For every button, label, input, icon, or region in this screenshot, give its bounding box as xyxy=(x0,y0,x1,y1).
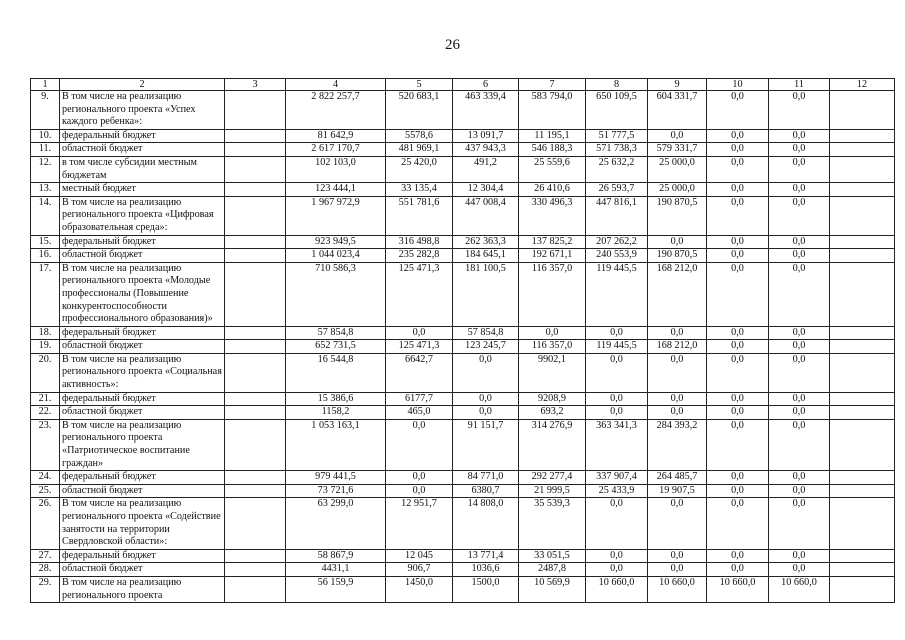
value-cell: 0,0 xyxy=(769,563,830,577)
row-number-cell: 22. xyxy=(31,406,60,420)
row-label-cell: В том числе на реализацию регионального проекта «Молодые профессионалы (Повышение конкурентоспособности профессионального образования)» xyxy=(60,262,225,326)
value-cell: 0,0 xyxy=(769,91,830,130)
table-row xyxy=(31,326,895,340)
value-cell: 0,0 xyxy=(648,392,707,406)
value-cell: 481 969,1 xyxy=(386,143,453,157)
value-cell xyxy=(830,406,895,420)
value-cell: 546 188,3 xyxy=(519,143,586,157)
row-number-cell: 18. xyxy=(31,326,60,340)
row-number-cell: 23. xyxy=(31,419,60,470)
row-label-cell: В том числе на реализацию регионального проекта xyxy=(60,576,225,602)
row-number-cell: 16. xyxy=(31,249,60,263)
value-cell: 57 854,8 xyxy=(286,326,386,340)
value-cell: 207 262,2 xyxy=(586,235,648,249)
value-cell xyxy=(225,471,286,485)
value-cell: 330 496,3 xyxy=(519,196,586,235)
row-number-cell: 21. xyxy=(31,392,60,406)
value-cell: 25 000,0 xyxy=(648,156,707,182)
table-row xyxy=(31,353,895,392)
value-cell: 4431,1 xyxy=(286,563,386,577)
value-cell: 15 386,6 xyxy=(286,392,386,406)
value-cell: 0,0 xyxy=(707,563,769,577)
header-cell: 7 xyxy=(519,79,586,91)
row-label-cell: федеральный бюджет xyxy=(60,235,225,249)
row-label-cell: В том числе на реализацию регионального проекта «Содействие занятости на территории Свердловской области»: xyxy=(60,498,225,549)
value-cell: 56 159,9 xyxy=(286,576,386,602)
table-row xyxy=(31,196,895,235)
value-cell: 0,0 xyxy=(386,419,453,470)
value-cell: 0,0 xyxy=(769,498,830,549)
value-cell: 0,0 xyxy=(769,129,830,143)
value-cell: 116 357,0 xyxy=(519,262,586,326)
row-label-cell: федеральный бюджет xyxy=(60,392,225,406)
value-cell: 0,0 xyxy=(707,183,769,197)
value-cell: 447 008,4 xyxy=(453,196,519,235)
row-number-cell: 26. xyxy=(31,498,60,549)
value-cell: 0,0 xyxy=(769,419,830,470)
value-cell: 10 660,0 xyxy=(707,576,769,602)
table-row xyxy=(31,576,895,602)
row-number-cell: 19. xyxy=(31,340,60,354)
row-number-cell: 28. xyxy=(31,563,60,577)
value-cell: 102 103,0 xyxy=(286,156,386,182)
value-cell: 337 907,4 xyxy=(586,471,648,485)
table-row xyxy=(31,143,895,157)
value-cell: 12 304,4 xyxy=(453,183,519,197)
value-cell: 1 053 163,1 xyxy=(286,419,386,470)
value-cell: 13 771,4 xyxy=(453,549,519,563)
row-label-cell: в том числе субсидии местным бюджетам xyxy=(60,156,225,182)
row-label-cell: областной бюджет xyxy=(60,143,225,157)
value-cell: 0,0 xyxy=(707,249,769,263)
value-cell: 520 683,1 xyxy=(386,91,453,130)
value-cell: 0,0 xyxy=(648,549,707,563)
value-cell: 5578,6 xyxy=(386,129,453,143)
value-cell: 571 738,3 xyxy=(586,143,648,157)
value-cell xyxy=(830,498,895,549)
value-cell: 73 721,6 xyxy=(286,484,386,498)
value-cell: 0,0 xyxy=(769,196,830,235)
value-cell: 2487,8 xyxy=(519,563,586,577)
value-cell: 192 671,1 xyxy=(519,249,586,263)
value-cell: 1 967 972,9 xyxy=(286,196,386,235)
value-cell: 0,0 xyxy=(453,353,519,392)
table-row xyxy=(31,498,895,549)
value-cell: 6177,7 xyxy=(386,392,453,406)
value-cell: 693,2 xyxy=(519,406,586,420)
value-cell: 0,0 xyxy=(707,406,769,420)
value-cell xyxy=(830,183,895,197)
value-cell: 710 586,3 xyxy=(286,262,386,326)
value-cell xyxy=(830,471,895,485)
row-number-cell: 15. xyxy=(31,235,60,249)
value-cell: 9902,1 xyxy=(519,353,586,392)
value-cell: 1450,0 xyxy=(386,576,453,602)
value-cell xyxy=(830,196,895,235)
value-cell: 0,0 xyxy=(769,353,830,392)
value-cell: 0,0 xyxy=(769,235,830,249)
value-cell: 0,0 xyxy=(707,143,769,157)
value-cell xyxy=(830,156,895,182)
value-cell xyxy=(225,183,286,197)
table-row xyxy=(31,471,895,485)
table-row xyxy=(31,563,895,577)
value-cell: 314 276,9 xyxy=(519,419,586,470)
row-label-cell: областной бюджет xyxy=(60,484,225,498)
value-cell: 81 642,9 xyxy=(286,129,386,143)
value-cell: 0,0 xyxy=(648,326,707,340)
row-label-cell: местный бюджет xyxy=(60,183,225,197)
value-cell: 26 593,7 xyxy=(586,183,648,197)
row-label-cell: областной бюджет xyxy=(60,563,225,577)
value-cell xyxy=(830,484,895,498)
value-cell: 264 485,7 xyxy=(648,471,707,485)
value-cell: 51 777,5 xyxy=(586,129,648,143)
value-cell: 0,0 xyxy=(586,563,648,577)
value-cell: 0,0 xyxy=(519,326,586,340)
row-label-cell: федеральный бюджет xyxy=(60,471,225,485)
row-label-cell: федеральный бюджет xyxy=(60,129,225,143)
row-number-cell: 12. xyxy=(31,156,60,182)
value-cell: 0,0 xyxy=(707,235,769,249)
value-cell: 1 044 023,4 xyxy=(286,249,386,263)
value-cell: 9208,9 xyxy=(519,392,586,406)
value-cell xyxy=(225,549,286,563)
value-cell: 0,0 xyxy=(453,406,519,420)
value-cell xyxy=(225,91,286,130)
row-label-cell: федеральный бюджет xyxy=(60,549,225,563)
header-cell: 9 xyxy=(648,79,707,91)
value-cell: 19 907,5 xyxy=(648,484,707,498)
value-cell: 25 000,0 xyxy=(648,183,707,197)
header-cell: 6 xyxy=(453,79,519,91)
value-cell: 0,0 xyxy=(769,183,830,197)
value-cell: 1158,2 xyxy=(286,406,386,420)
value-cell: 0,0 xyxy=(707,392,769,406)
value-cell: 316 498,8 xyxy=(386,235,453,249)
header-cell: 3 xyxy=(225,79,286,91)
value-cell: 119 445,5 xyxy=(586,340,648,354)
value-cell: 0,0 xyxy=(707,484,769,498)
value-cell xyxy=(830,419,895,470)
value-cell: 119 445,5 xyxy=(586,262,648,326)
value-cell: 10 660,0 xyxy=(648,576,707,602)
value-cell xyxy=(225,326,286,340)
value-cell: 33 051,5 xyxy=(519,549,586,563)
value-cell xyxy=(225,576,286,602)
value-cell: 14 808,0 xyxy=(453,498,519,549)
value-cell: 0,0 xyxy=(648,129,707,143)
row-number-cell: 13. xyxy=(31,183,60,197)
value-cell xyxy=(225,156,286,182)
row-number-cell: 20. xyxy=(31,353,60,392)
value-cell: 0,0 xyxy=(769,143,830,157)
value-cell: 363 341,3 xyxy=(586,419,648,470)
value-cell: 0,0 xyxy=(769,326,830,340)
value-cell xyxy=(225,196,286,235)
value-cell: 58 867,9 xyxy=(286,549,386,563)
value-cell: 0,0 xyxy=(769,156,830,182)
value-cell xyxy=(225,129,286,143)
row-number-cell: 9. xyxy=(31,91,60,130)
value-cell: 923 949,5 xyxy=(286,235,386,249)
value-cell: 0,0 xyxy=(586,326,648,340)
value-cell: 0,0 xyxy=(707,129,769,143)
table-row xyxy=(31,262,895,326)
value-cell xyxy=(830,143,895,157)
value-cell xyxy=(225,484,286,498)
value-cell: 12 045 xyxy=(386,549,453,563)
value-cell: 0,0 xyxy=(386,471,453,485)
row-number-cell: 25. xyxy=(31,484,60,498)
value-cell xyxy=(830,563,895,577)
value-cell xyxy=(830,392,895,406)
value-cell: 0,0 xyxy=(648,235,707,249)
row-label-cell: областной бюджет xyxy=(60,406,225,420)
value-cell xyxy=(225,262,286,326)
value-cell: 116 357,0 xyxy=(519,340,586,354)
row-number-cell: 11. xyxy=(31,143,60,157)
row-label-cell: федеральный бюджет xyxy=(60,326,225,340)
value-cell xyxy=(225,563,286,577)
value-cell: 6380,7 xyxy=(453,484,519,498)
value-cell: 35 539,3 xyxy=(519,498,586,549)
table-row xyxy=(31,484,895,498)
value-cell: 13 091,7 xyxy=(453,129,519,143)
value-cell: 979 441,5 xyxy=(286,471,386,485)
value-cell: 0,0 xyxy=(586,549,648,563)
value-cell: 25 559,6 xyxy=(519,156,586,182)
value-cell: 2 617 170,7 xyxy=(286,143,386,157)
value-cell: 10 660,0 xyxy=(769,576,830,602)
value-cell: 463 339,4 xyxy=(453,91,519,130)
header-cell: 11 xyxy=(769,79,830,91)
row-number-cell: 24. xyxy=(31,471,60,485)
header-cell: 1 xyxy=(31,79,60,91)
value-cell: 21 999,5 xyxy=(519,484,586,498)
value-cell: 0,0 xyxy=(707,498,769,549)
value-cell xyxy=(830,549,895,563)
value-cell: 0,0 xyxy=(769,262,830,326)
value-cell: 1500,0 xyxy=(453,576,519,602)
value-cell: 190 870,5 xyxy=(648,249,707,263)
value-cell: 0,0 xyxy=(707,196,769,235)
table-row xyxy=(31,419,895,470)
value-cell: 0,0 xyxy=(586,353,648,392)
value-cell: 16 544,8 xyxy=(286,353,386,392)
value-cell xyxy=(225,353,286,392)
row-label-cell: областной бюджет xyxy=(60,340,225,354)
row-label-cell: В том числе на реализацию регионального проекта «Патриотическое воспитание граждан» xyxy=(60,419,225,470)
value-cell: 10 569,9 xyxy=(519,576,586,602)
value-cell: 10 660,0 xyxy=(586,576,648,602)
table-row xyxy=(31,392,895,406)
value-cell: 0,0 xyxy=(769,471,830,485)
table-row xyxy=(31,183,895,197)
table-row xyxy=(31,235,895,249)
table-row xyxy=(31,129,895,143)
value-cell: 583 794,0 xyxy=(519,91,586,130)
value-cell: 0,0 xyxy=(707,262,769,326)
value-cell: 184 645,1 xyxy=(453,249,519,263)
value-cell: 0,0 xyxy=(586,392,648,406)
value-cell xyxy=(225,392,286,406)
value-cell xyxy=(830,340,895,354)
value-cell: 284 393,2 xyxy=(648,419,707,470)
value-cell: 125 471,3 xyxy=(386,262,453,326)
value-cell: 6642,7 xyxy=(386,353,453,392)
value-cell: 0,0 xyxy=(707,471,769,485)
value-cell: 0,0 xyxy=(386,326,453,340)
value-cell xyxy=(830,91,895,130)
value-cell: 437 943,3 xyxy=(453,143,519,157)
value-cell: 91 151,7 xyxy=(453,419,519,470)
value-cell xyxy=(830,262,895,326)
value-cell xyxy=(830,249,895,263)
value-cell: 12 951,7 xyxy=(386,498,453,549)
value-cell: 2 822 257,7 xyxy=(286,91,386,130)
row-number-cell: 14. xyxy=(31,196,60,235)
row-label-cell: В том числе на реализацию регионального проекта «Успех каждого ребенка»: xyxy=(60,91,225,130)
value-cell: 0,0 xyxy=(586,406,648,420)
table-row xyxy=(31,156,895,182)
value-cell: 0,0 xyxy=(707,419,769,470)
value-cell xyxy=(830,129,895,143)
value-cell xyxy=(830,576,895,602)
value-cell: 57 854,8 xyxy=(453,326,519,340)
value-cell xyxy=(225,406,286,420)
value-cell: 262 363,3 xyxy=(453,235,519,249)
value-cell xyxy=(830,353,895,392)
header-cell: 5 xyxy=(386,79,453,91)
value-cell: 579 331,7 xyxy=(648,143,707,157)
value-cell: 652 731,5 xyxy=(286,340,386,354)
value-cell: 0,0 xyxy=(707,340,769,354)
value-cell xyxy=(225,249,286,263)
value-cell: 0,0 xyxy=(648,498,707,549)
value-cell: 25 632,2 xyxy=(586,156,648,182)
value-cell: 0,0 xyxy=(769,340,830,354)
page-number: 26 xyxy=(445,37,460,53)
budget-table xyxy=(30,78,895,603)
value-cell: 551 781,6 xyxy=(386,196,453,235)
value-cell: 0,0 xyxy=(707,156,769,182)
value-cell: 26 410,6 xyxy=(519,183,586,197)
value-cell: 63 299,0 xyxy=(286,498,386,549)
row-label-cell: В том числе на реализацию регионального проекта «Социальная активность»: xyxy=(60,353,225,392)
value-cell: 292 277,4 xyxy=(519,471,586,485)
table-row xyxy=(31,249,895,263)
value-cell: 0,0 xyxy=(648,406,707,420)
header-cell: 12 xyxy=(830,79,895,91)
value-cell: 125 471,3 xyxy=(386,340,453,354)
value-cell: 0,0 xyxy=(769,406,830,420)
header-cell: 2 xyxy=(60,79,225,91)
row-number-cell: 27. xyxy=(31,549,60,563)
header-cell: 10 xyxy=(707,79,769,91)
table-row xyxy=(31,549,895,563)
value-cell: 0,0 xyxy=(707,353,769,392)
value-cell: 84 771,0 xyxy=(453,471,519,485)
value-cell: 0,0 xyxy=(453,392,519,406)
value-cell: 491,2 xyxy=(453,156,519,182)
value-cell: 0,0 xyxy=(707,326,769,340)
value-cell: 181 100,5 xyxy=(453,262,519,326)
value-cell xyxy=(830,326,895,340)
value-cell: 0,0 xyxy=(648,353,707,392)
value-cell: 465,0 xyxy=(386,406,453,420)
value-cell: 0,0 xyxy=(769,484,830,498)
value-cell: 137 825,2 xyxy=(519,235,586,249)
row-number-cell: 17. xyxy=(31,262,60,326)
row-label-cell: областной бюджет xyxy=(60,249,225,263)
value-cell: 235 282,8 xyxy=(386,249,453,263)
value-cell: 168 212,0 xyxy=(648,262,707,326)
value-cell xyxy=(225,143,286,157)
value-cell: 650 109,5 xyxy=(586,91,648,130)
value-cell: 906,7 xyxy=(386,563,453,577)
value-cell: 123 444,1 xyxy=(286,183,386,197)
value-cell: 0,0 xyxy=(769,392,830,406)
table-row xyxy=(31,406,895,420)
value-cell xyxy=(225,419,286,470)
value-cell xyxy=(830,235,895,249)
value-cell: 604 331,7 xyxy=(648,91,707,130)
value-cell: 447 816,1 xyxy=(586,196,648,235)
value-cell xyxy=(225,498,286,549)
header-cell: 8 xyxy=(586,79,648,91)
value-cell: 168 212,0 xyxy=(648,340,707,354)
value-cell: 240 553,9 xyxy=(586,249,648,263)
value-cell: 0,0 xyxy=(769,249,830,263)
table-row xyxy=(31,91,895,130)
row-label-cell: В том числе на реализацию регионального проекта «Цифровая образовательная среда»: xyxy=(60,196,225,235)
value-cell: 0,0 xyxy=(769,549,830,563)
value-cell: 123 245,7 xyxy=(453,340,519,354)
value-cell: 0,0 xyxy=(386,484,453,498)
row-number-cell: 10. xyxy=(31,129,60,143)
value-cell: 1036,6 xyxy=(453,563,519,577)
value-cell: 33 135,4 xyxy=(386,183,453,197)
value-cell: 0,0 xyxy=(707,549,769,563)
table-row xyxy=(31,340,895,354)
value-cell: 190 870,5 xyxy=(648,196,707,235)
row-number-cell: 29. xyxy=(31,576,60,602)
value-cell: 25 420,0 xyxy=(386,156,453,182)
value-cell xyxy=(225,235,286,249)
value-cell xyxy=(225,340,286,354)
value-cell: 0,0 xyxy=(648,563,707,577)
value-cell: 0,0 xyxy=(707,91,769,130)
value-cell: 11 195,1 xyxy=(519,129,586,143)
header-row xyxy=(31,79,895,91)
value-cell: 25 433,9 xyxy=(586,484,648,498)
value-cell: 0,0 xyxy=(586,498,648,549)
header-cell: 4 xyxy=(286,79,386,91)
